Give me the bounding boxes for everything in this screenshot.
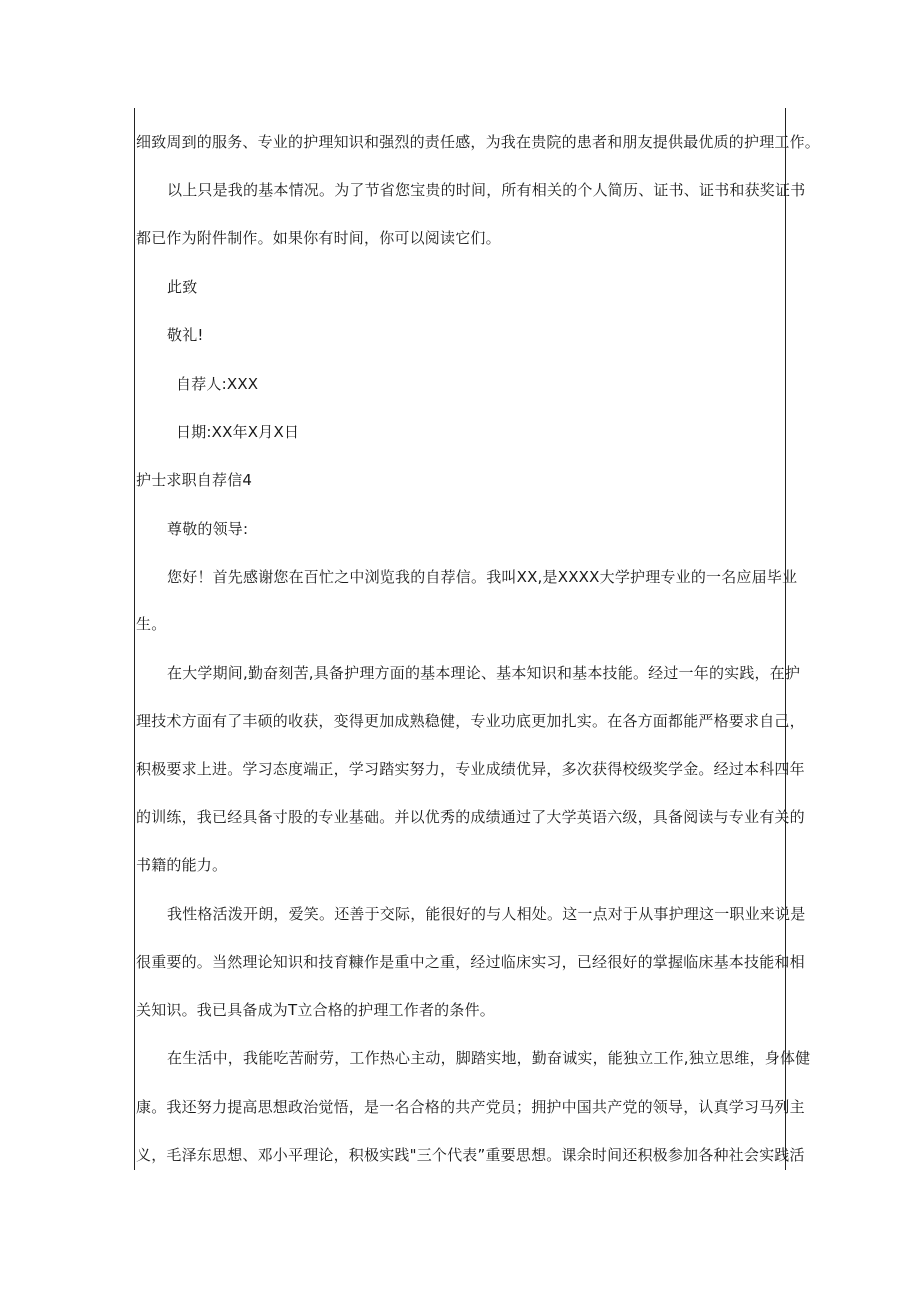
section-title: 护士求职自荐信4 xyxy=(136,471,253,489)
paragraph-line: 很重要的。当然理论知识和技育糠作是重中之重，经过临床实习，已经很好的掌握临床基本技能和相 xyxy=(136,953,805,971)
closing-regards: 敬礼! xyxy=(167,326,204,344)
page-right-border xyxy=(785,108,786,1170)
paragraph-line: 您好！首先感谢您在百忙之中浏览我的自荐信。我叫XX,是XXXX大学护理专业的一名应届毕业 xyxy=(167,568,798,586)
page-left-border xyxy=(134,108,135,1170)
paragraph-line: 生。 xyxy=(136,615,167,633)
date-line: 日期:XX年X月X日 xyxy=(176,423,300,441)
paragraph-line: 积极要求上进。学习态度端正，学习踏实努力，专业成绩优异，多次获得校级奖学金。经过本科四年 xyxy=(136,760,805,778)
paragraph-line: 在生活中，我能吃苦耐劳，工作热心主动，脚踏实地，勤奋诚实，能独立工作,独立思维，身体健 xyxy=(167,1049,811,1067)
paragraph-line: 义，毛泽东思想、邓小平理论，积极实践"三个代表”重要思想。课余时间还积极参加各种社会实践活 xyxy=(136,1146,805,1164)
paragraph-line: 在大学期间,勤奋刻苦,具备护理方面的基本理论、基本知识和基本技能。经过一年的实践，在护 xyxy=(167,664,801,682)
paragraph-line: 我性格活泼开朗，爱笑。还善于交际，能很好的与人相处。这一点对于从事护理这一职业来说是 xyxy=(167,905,806,923)
paragraph-line: 的训练，我已经具备寸股的专业基础。并以优秀的成绩通过了大学英语六级，具备阅读与专业有关的 xyxy=(136,808,805,826)
closing-salutation: 此致 xyxy=(167,278,198,296)
paragraph-line: 书籍的能力。 xyxy=(136,856,228,874)
greeting-line: 尊敬的领导: xyxy=(167,520,249,538)
paragraph-line: 细致周到的服务、专业的护理知识和强烈的责任感，为我在贵院的患者和朋友提供最优质的护理工作。 xyxy=(136,133,821,151)
paragraph-line: 关知识。我已具备成为T立合格的护理工作者的条件。 xyxy=(136,1001,495,1019)
paragraph-line: 以上只是我的基本情况。为了节省您宝贵的时间，所有相关的个人简历、证书、证书和获奖证书 xyxy=(167,181,806,199)
paragraph-line: 理技术方面有了丰硕的收获，变得更加成熟稳健，专业功底更加扎实。在各方面都能严格要求自己， xyxy=(136,712,805,730)
signature-line: 自荐人:XXX xyxy=(176,375,259,393)
paragraph-line: 康。我还努力提高思想政治觉悟，是一名合格的共产党员；拥护中国共产党的领导，认真学习马列主 xyxy=(136,1098,805,1116)
paragraph-line: 都已作为附件制作。如果你有时间，你可以阅读它们。 xyxy=(136,229,501,247)
